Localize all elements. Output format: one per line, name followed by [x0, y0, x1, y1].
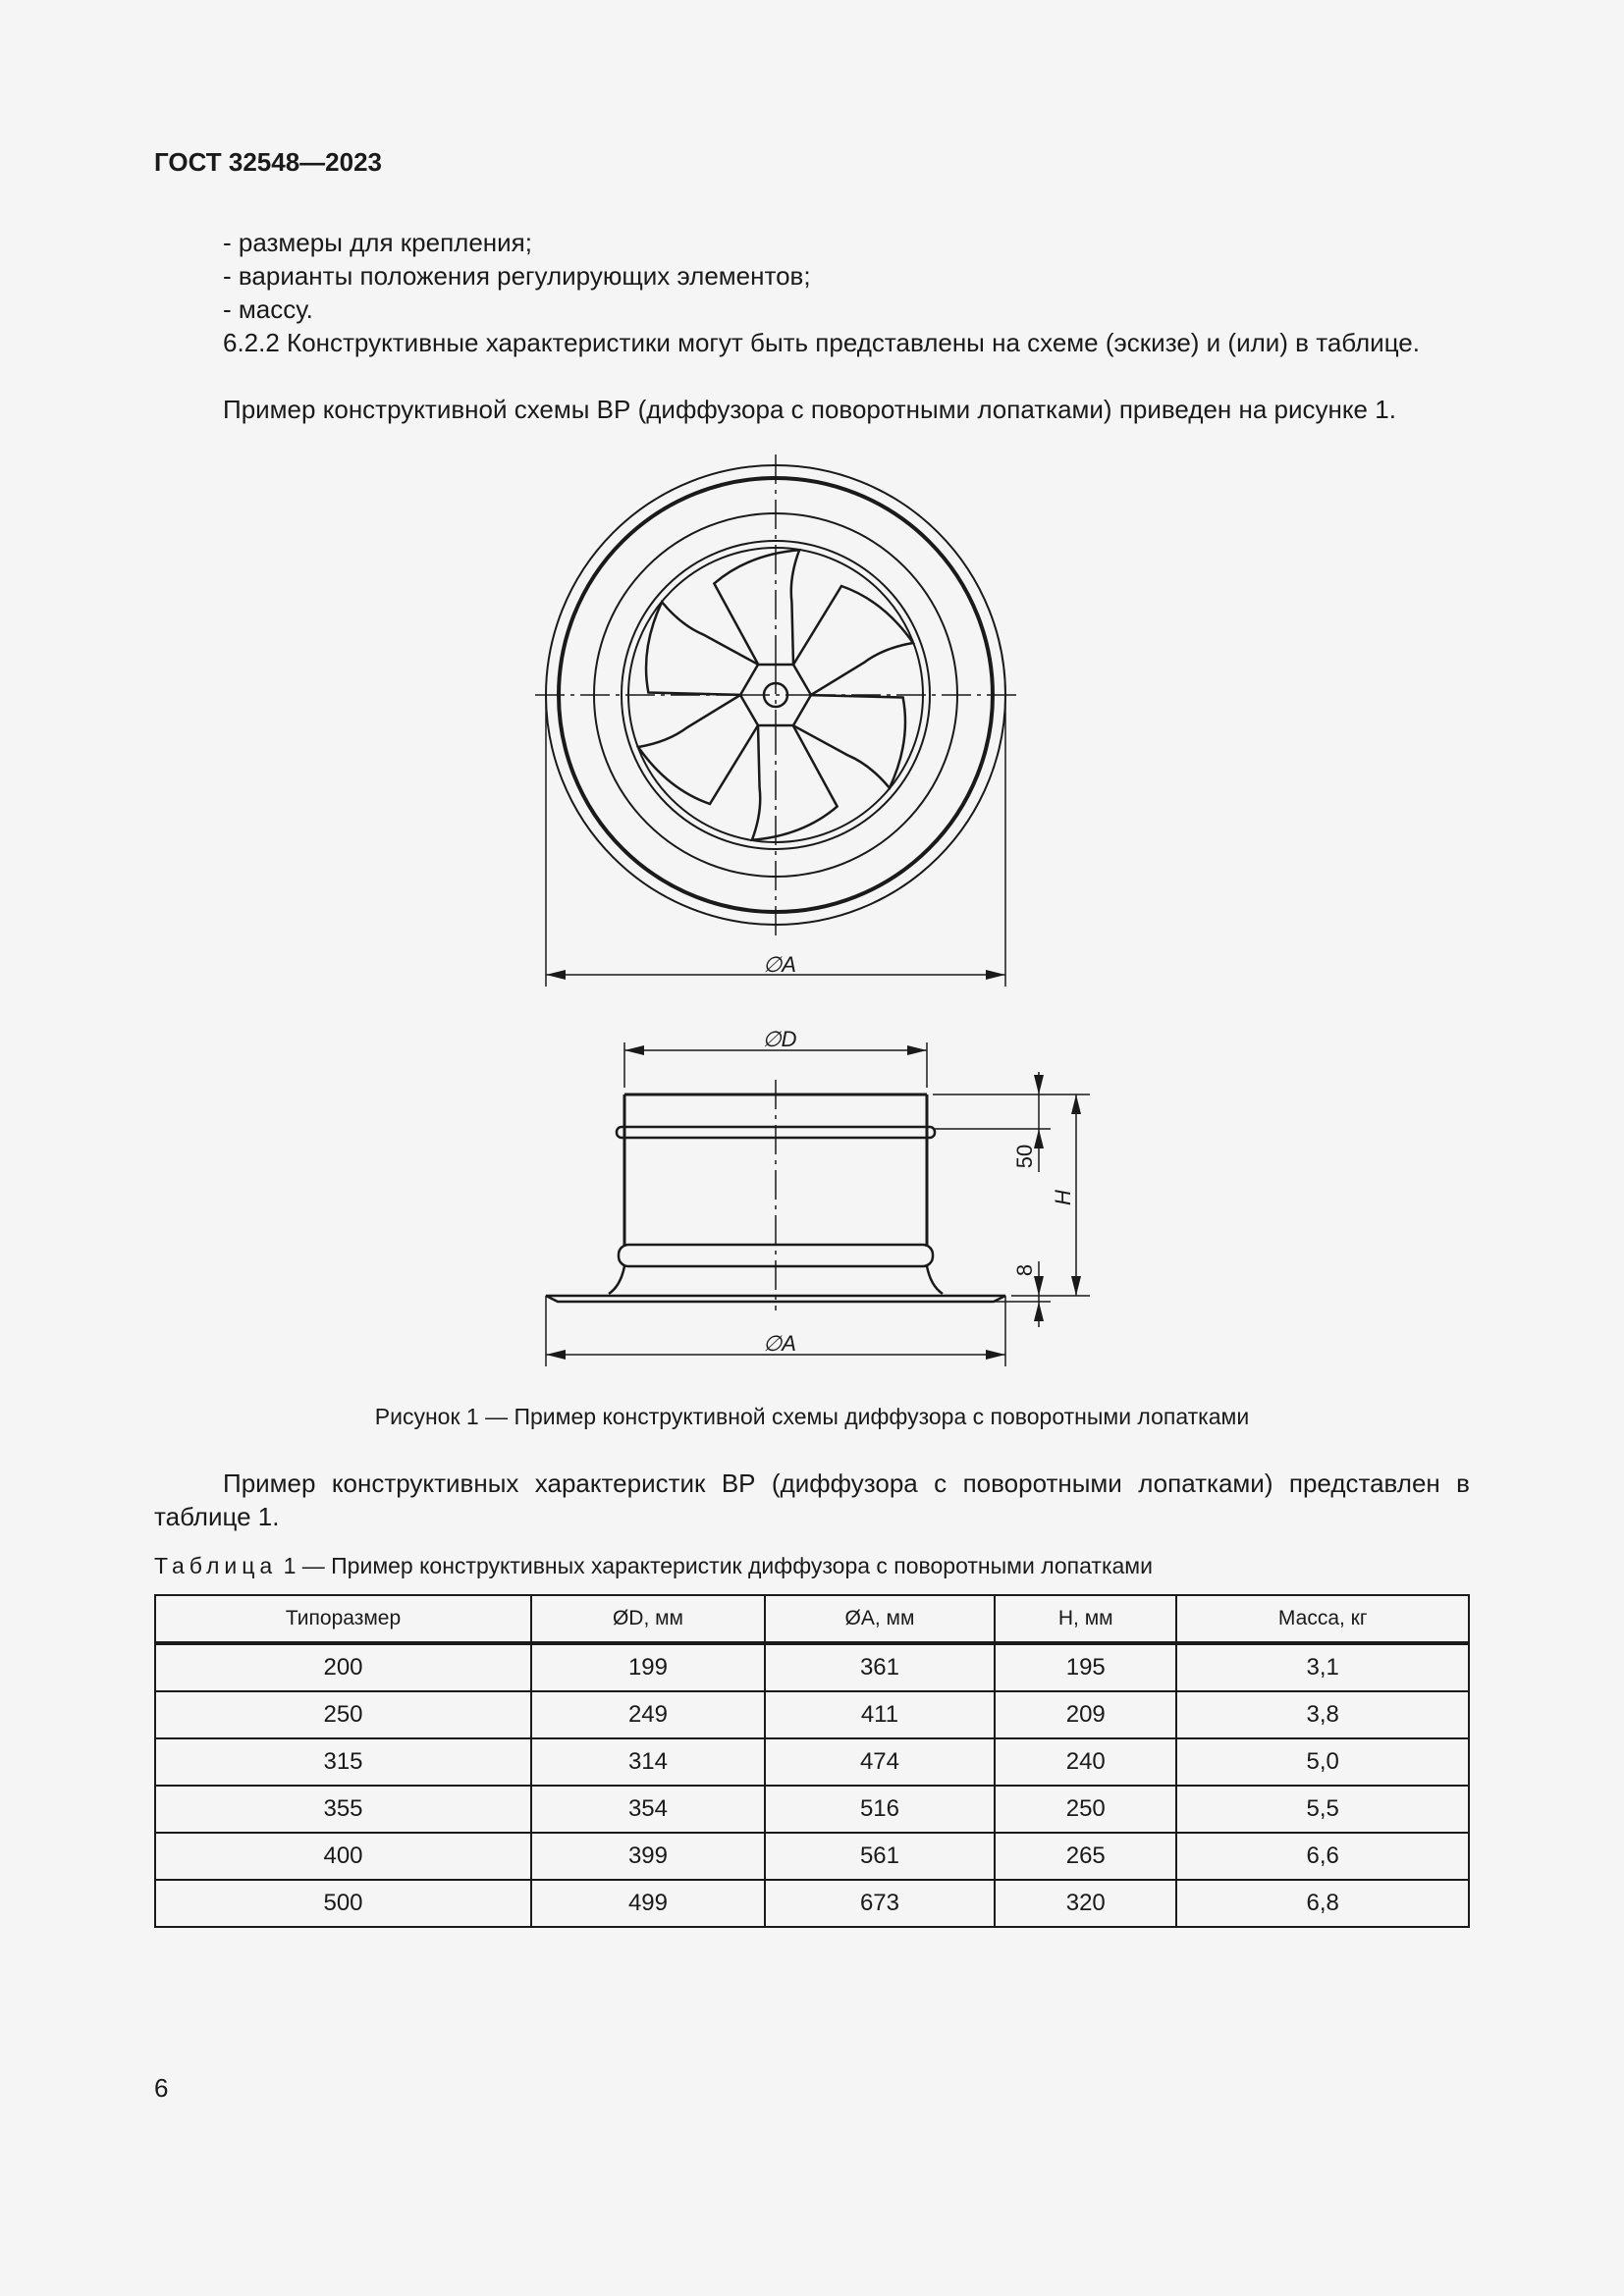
table-row — [155, 1738, 1469, 1786]
col-header-size: Типоразмер — [155, 1595, 531, 1643]
paragraph-6-2-2: 6.2.2 Конструктивные характеристики могут быть представлены на схеме (эскизе) и (или) в таблице. — [223, 328, 1420, 357]
col-header-diameter-d: ØD, мм — [531, 1595, 765, 1643]
table-cell: 6,6 — [1176, 1833, 1469, 1880]
table-cell: 250 — [995, 1786, 1176, 1833]
spec-table — [154, 1594, 1470, 1928]
table-cell: 474 — [765, 1738, 995, 1786]
table-cell: 6,8 — [1176, 1880, 1469, 1927]
list-item: - варианты положения регулирующих элементов; — [223, 261, 811, 291]
table-cell: 195 — [995, 1643, 1176, 1691]
table-cell: 5,5 — [1176, 1786, 1469, 1833]
col-header-height: H, мм — [995, 1595, 1176, 1643]
table-row — [155, 1643, 1469, 1691]
table-cell: 355 — [155, 1786, 531, 1833]
dia-a-top-label: ∅A — [763, 952, 796, 977]
paragraph-figure-reference: Пример конструктивной схемы ВР (диффузора с поворотными лопатками) приведен на рисунке 1. — [223, 395, 1396, 424]
page-number: 6 — [154, 2073, 169, 2103]
table-label: Таблица — [154, 1553, 278, 1578]
table-cell: 3,8 — [1176, 1691, 1469, 1738]
figure-caption: Рисунок 1 — Пример конструктивной схемы диффузора с поворотными лопатками — [374, 1404, 1250, 1429]
table-cell: 200 — [155, 1643, 531, 1691]
table-cell: 314 — [531, 1738, 765, 1786]
table-header-row — [155, 1595, 1469, 1643]
table-cell: 199 — [531, 1643, 765, 1691]
table-title-text: 1 — Пример конструктивных характеристик диффузора с поворотными лопатками — [277, 1553, 1153, 1578]
table-cell: 500 — [155, 1880, 531, 1927]
table-row — [155, 1691, 1469, 1738]
col-header-diameter-a: ØA, мм — [765, 1595, 995, 1643]
table-cell: 516 — [765, 1786, 995, 1833]
list-item: - массу. — [223, 294, 313, 324]
col-header-mass: Масса, кг — [1176, 1595, 1469, 1643]
table-cell: 3,1 — [1176, 1643, 1469, 1691]
table-cell: 400 — [155, 1833, 531, 1880]
document-header: ГОСТ 32548—2023 — [154, 147, 382, 177]
dim-8-label: 8 — [1012, 1263, 1037, 1277]
list-item: - размеры для крепления; — [223, 228, 532, 257]
table-cell: 499 — [531, 1880, 765, 1927]
table-cell: 411 — [765, 1691, 995, 1738]
table-cell: 265 — [995, 1833, 1176, 1880]
table-cell: 209 — [995, 1691, 1176, 1738]
table-row — [155, 1880, 1469, 1927]
table-cell: 315 — [155, 1738, 531, 1786]
table-cell: 399 — [531, 1833, 765, 1880]
table-cell: 249 — [531, 1691, 765, 1738]
dia-d-label: ∅D — [762, 1027, 797, 1051]
table-cell: 320 — [995, 1880, 1176, 1927]
table-cell: 561 — [765, 1833, 995, 1880]
dim-h-label: H — [1051, 1190, 1075, 1205]
table-cell: 250 — [155, 1691, 531, 1738]
table-title — [154, 1553, 1153, 1579]
dim-50-label: 50 — [1012, 1144, 1037, 1169]
table-cell: 240 — [995, 1738, 1176, 1786]
dia-a-bottom-label: ∅A — [763, 1331, 796, 1356]
table-cell: 361 — [765, 1643, 995, 1691]
table-cell: 5,0 — [1176, 1738, 1469, 1786]
table-cell: 354 — [531, 1786, 765, 1833]
table-row — [155, 1833, 1469, 1880]
table-row — [155, 1786, 1469, 1833]
table-cell: 673 — [765, 1880, 995, 1927]
paragraph-table-reference: Пример конструктивных характеристик ВР (диффузора с поворотными лопатками) представлен в таблице 1. — [154, 1468, 1470, 1531]
